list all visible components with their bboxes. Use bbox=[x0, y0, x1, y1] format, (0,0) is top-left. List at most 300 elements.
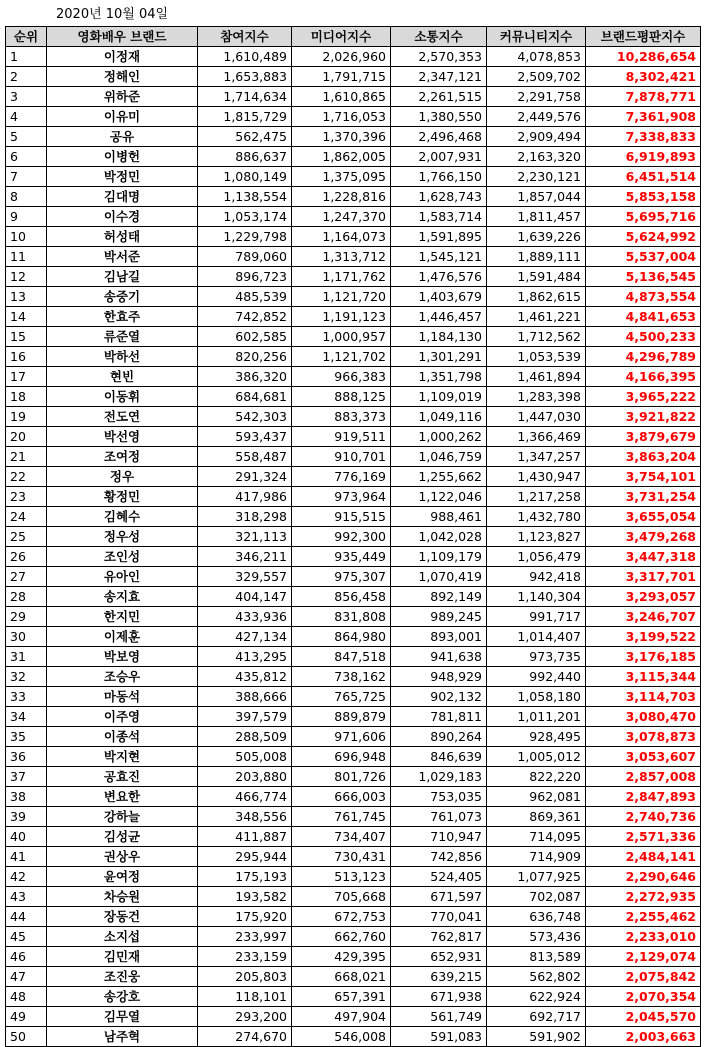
cell-brand-reputation: 3,199,522 bbox=[586, 627, 701, 647]
cell-media: 1,313,712 bbox=[292, 247, 391, 267]
cell-actor-name: 김혜수 bbox=[47, 507, 198, 527]
cell-rank: 28 bbox=[6, 587, 47, 607]
table-row bbox=[6, 1027, 701, 1047]
cell-participation: 417,986 bbox=[198, 487, 292, 507]
cell-brand-reputation: 3,078,873 bbox=[586, 727, 701, 747]
cell-participation: 411,887 bbox=[198, 827, 292, 847]
cell-actor-name: 이정재 bbox=[47, 47, 198, 67]
cell-community: 1,639,226 bbox=[487, 227, 586, 247]
cell-communication: 524,405 bbox=[391, 867, 487, 887]
table-row bbox=[6, 727, 701, 747]
header-actor-brand: 영화배우 브랜드 bbox=[47, 27, 198, 47]
cell-participation: 1,653,883 bbox=[198, 67, 292, 87]
cell-community: 942,418 bbox=[487, 567, 586, 587]
table-row bbox=[6, 687, 701, 707]
cell-communication: 742,856 bbox=[391, 847, 487, 867]
cell-actor-name: 송중기 bbox=[47, 287, 198, 307]
cell-communication: 671,938 bbox=[391, 987, 487, 1007]
cell-participation: 118,101 bbox=[198, 987, 292, 1007]
cell-brand-reputation: 3,115,344 bbox=[586, 667, 701, 687]
cell-communication: 941,638 bbox=[391, 647, 487, 667]
cell-actor-name: 이병헌 bbox=[47, 147, 198, 167]
header-media-index: 미디어지수 bbox=[292, 27, 391, 47]
cell-brand-reputation: 3,863,204 bbox=[586, 447, 701, 467]
cell-community: 2,230,121 bbox=[487, 167, 586, 187]
cell-rank: 20 bbox=[6, 427, 47, 447]
cell-communication: 902,132 bbox=[391, 687, 487, 707]
cell-participation: 886,637 bbox=[198, 147, 292, 167]
cell-brand-reputation: 6,451,514 bbox=[586, 167, 701, 187]
cell-communication: 1,403,679 bbox=[391, 287, 487, 307]
cell-brand-reputation: 5,853,158 bbox=[586, 187, 701, 207]
cell-actor-name: 이수경 bbox=[47, 207, 198, 227]
cell-participation: 1,815,729 bbox=[198, 107, 292, 127]
table-row bbox=[6, 847, 701, 867]
table-row bbox=[6, 267, 701, 287]
cell-participation: 896,723 bbox=[198, 267, 292, 287]
cell-media: 761,745 bbox=[292, 807, 391, 827]
cell-brand-reputation: 10,286,654 bbox=[586, 47, 701, 67]
cell-actor-name: 허성태 bbox=[47, 227, 198, 247]
cell-media: 672,753 bbox=[292, 907, 391, 927]
cell-rank: 27 bbox=[6, 567, 47, 587]
cell-media: 973,964 bbox=[292, 487, 391, 507]
table-row bbox=[6, 387, 701, 407]
cell-communication: 1,029,183 bbox=[391, 767, 487, 787]
cell-media: 883,373 bbox=[292, 407, 391, 427]
cell-participation: 205,803 bbox=[198, 967, 292, 987]
cell-actor-name: 강하늘 bbox=[47, 807, 198, 827]
cell-communication: 1,109,019 bbox=[391, 387, 487, 407]
cell-brand-reputation: 3,053,607 bbox=[586, 747, 701, 767]
table-header-row bbox=[6, 27, 701, 47]
table-row bbox=[6, 567, 701, 587]
table-row bbox=[6, 527, 701, 547]
cell-media: 2,026,960 bbox=[292, 47, 391, 67]
cell-communication: 1,380,550 bbox=[391, 107, 487, 127]
cell-participation: 485,539 bbox=[198, 287, 292, 307]
cell-actor-name: 조진웅 bbox=[47, 967, 198, 987]
cell-community: 1,447,030 bbox=[487, 407, 586, 427]
cell-community: 1,461,221 bbox=[487, 307, 586, 327]
cell-rank: 47 bbox=[6, 967, 47, 987]
cell-participation: 542,303 bbox=[198, 407, 292, 427]
cell-rank: 42 bbox=[6, 867, 47, 887]
cell-community: 962,081 bbox=[487, 787, 586, 807]
table-row bbox=[6, 747, 701, 767]
cell-media: 966,383 bbox=[292, 367, 391, 387]
cell-actor-name: 황정민 bbox=[47, 487, 198, 507]
cell-communication: 1,000,262 bbox=[391, 427, 487, 447]
cell-communication: 1,042,028 bbox=[391, 527, 487, 547]
table-row bbox=[6, 347, 701, 367]
cell-communication: 1,583,714 bbox=[391, 207, 487, 227]
cell-participation: 1,714,634 bbox=[198, 87, 292, 107]
cell-community: 1,005,012 bbox=[487, 747, 586, 767]
table-row bbox=[6, 287, 701, 307]
cell-community: 714,909 bbox=[487, 847, 586, 867]
cell-brand-reputation: 2,255,462 bbox=[586, 907, 701, 927]
cell-participation: 593,437 bbox=[198, 427, 292, 447]
cell-media: 497,904 bbox=[292, 1007, 391, 1027]
cell-actor-name: 위하준 bbox=[47, 87, 198, 107]
cell-media: 657,391 bbox=[292, 987, 391, 1007]
table-row bbox=[6, 127, 701, 147]
cell-brand-reputation: 6,919,893 bbox=[586, 147, 701, 167]
cell-media: 513,123 bbox=[292, 867, 391, 887]
cell-communication: 2,261,515 bbox=[391, 87, 487, 107]
cell-actor-name: 박정민 bbox=[47, 167, 198, 187]
cell-brand-reputation: 7,878,771 bbox=[586, 87, 701, 107]
cell-participation: 329,557 bbox=[198, 567, 292, 587]
cell-communication: 988,461 bbox=[391, 507, 487, 527]
cell-actor-name: 조승우 bbox=[47, 667, 198, 687]
cell-media: 864,980 bbox=[292, 627, 391, 647]
cell-brand-reputation: 7,338,833 bbox=[586, 127, 701, 147]
cell-communication: 710,947 bbox=[391, 827, 487, 847]
cell-actor-name: 김성균 bbox=[47, 827, 198, 847]
cell-actor-name: 권상우 bbox=[47, 847, 198, 867]
cell-rank: 36 bbox=[6, 747, 47, 767]
cell-actor-name: 이유미 bbox=[47, 107, 198, 127]
table-row bbox=[6, 227, 701, 247]
cell-rank: 26 bbox=[6, 547, 47, 567]
cell-communication: 2,570,353 bbox=[391, 47, 487, 67]
cell-communication: 892,149 bbox=[391, 587, 487, 607]
cell-media: 1,375,095 bbox=[292, 167, 391, 187]
cell-brand-reputation: 3,080,470 bbox=[586, 707, 701, 727]
cell-brand-reputation: 3,317,701 bbox=[586, 567, 701, 587]
table-row bbox=[6, 207, 701, 227]
cell-media: 546,008 bbox=[292, 1027, 391, 1047]
cell-rank: 23 bbox=[6, 487, 47, 507]
cell-rank: 46 bbox=[6, 947, 47, 967]
table-row bbox=[6, 247, 701, 267]
cell-media: 910,701 bbox=[292, 447, 391, 467]
table-row bbox=[6, 187, 701, 207]
cell-community: 973,735 bbox=[487, 647, 586, 667]
cell-actor-name: 박보영 bbox=[47, 647, 198, 667]
header-communication-index: 소통지수 bbox=[391, 27, 487, 47]
cell-brand-reputation: 2,075,842 bbox=[586, 967, 701, 987]
cell-brand-reputation: 2,290,646 bbox=[586, 867, 701, 887]
cell-communication: 890,264 bbox=[391, 727, 487, 747]
cell-brand-reputation: 2,847,893 bbox=[586, 787, 701, 807]
cell-brand-reputation: 3,246,707 bbox=[586, 607, 701, 627]
table-row bbox=[6, 947, 701, 967]
cell-community: 1,712,562 bbox=[487, 327, 586, 347]
cell-brand-reputation: 3,293,057 bbox=[586, 587, 701, 607]
table-row bbox=[6, 487, 701, 507]
cell-community: 4,078,853 bbox=[487, 47, 586, 67]
cell-rank: 37 bbox=[6, 767, 47, 787]
cell-actor-name: 차승원 bbox=[47, 887, 198, 907]
cell-brand-reputation: 3,447,318 bbox=[586, 547, 701, 567]
cell-actor-name: 이제훈 bbox=[47, 627, 198, 647]
cell-brand-reputation: 8,302,421 bbox=[586, 67, 701, 87]
cell-rank: 16 bbox=[6, 347, 47, 367]
cell-community: 992,440 bbox=[487, 667, 586, 687]
cell-media: 1,000,957 bbox=[292, 327, 391, 347]
cell-brand-reputation: 5,136,545 bbox=[586, 267, 701, 287]
cell-community: 1,058,180 bbox=[487, 687, 586, 707]
cell-media: 429,395 bbox=[292, 947, 391, 967]
header-rank: 순위 bbox=[6, 27, 47, 47]
cell-community: 1,889,111 bbox=[487, 247, 586, 267]
cell-media: 705,668 bbox=[292, 887, 391, 907]
cell-actor-name: 조여정 bbox=[47, 447, 198, 467]
cell-media: 696,948 bbox=[292, 747, 391, 767]
cell-media: 919,511 bbox=[292, 427, 391, 447]
table-row bbox=[6, 467, 701, 487]
cell-actor-name: 이주영 bbox=[47, 707, 198, 727]
cell-brand-reputation: 3,479,268 bbox=[586, 527, 701, 547]
cell-brand-reputation: 2,045,570 bbox=[586, 1007, 701, 1027]
cell-communication: 1,255,662 bbox=[391, 467, 487, 487]
cell-communication: 761,073 bbox=[391, 807, 487, 827]
table-row bbox=[6, 107, 701, 127]
cell-community: 2,291,758 bbox=[487, 87, 586, 107]
cell-participation: 348,556 bbox=[198, 807, 292, 827]
cell-rank: 34 bbox=[6, 707, 47, 727]
table-row bbox=[6, 587, 701, 607]
cell-participation: 427,134 bbox=[198, 627, 292, 647]
cell-communication: 1,446,457 bbox=[391, 307, 487, 327]
cell-actor-name: 박하선 bbox=[47, 347, 198, 367]
cell-participation: 274,670 bbox=[198, 1027, 292, 1047]
table-row bbox=[6, 327, 701, 347]
table-row bbox=[6, 707, 701, 727]
cell-brand-reputation: 3,879,679 bbox=[586, 427, 701, 447]
table-row bbox=[6, 47, 701, 67]
cell-community: 1,432,780 bbox=[487, 507, 586, 527]
cell-rank: 32 bbox=[6, 667, 47, 687]
cell-rank: 39 bbox=[6, 807, 47, 827]
cell-community: 1,140,304 bbox=[487, 587, 586, 607]
cell-communication: 591,083 bbox=[391, 1027, 487, 1047]
cell-community: 692,717 bbox=[487, 1007, 586, 1027]
cell-communication: 1,049,116 bbox=[391, 407, 487, 427]
cell-community: 1,077,925 bbox=[487, 867, 586, 887]
cell-rank: 5 bbox=[6, 127, 47, 147]
cell-participation: 193,582 bbox=[198, 887, 292, 907]
cell-communication: 1,122,046 bbox=[391, 487, 487, 507]
cell-communication: 1,545,121 bbox=[391, 247, 487, 267]
cell-rank: 33 bbox=[6, 687, 47, 707]
cell-communication: 989,245 bbox=[391, 607, 487, 627]
cell-participation: 233,159 bbox=[198, 947, 292, 967]
cell-rank: 29 bbox=[6, 607, 47, 627]
cell-brand-reputation: 3,176,185 bbox=[586, 647, 701, 667]
cell-communication: 1,766,150 bbox=[391, 167, 487, 187]
cell-community: 1,217,258 bbox=[487, 487, 586, 507]
cell-media: 1,191,123 bbox=[292, 307, 391, 327]
header-community-index: 커뮤니티지수 bbox=[487, 27, 586, 47]
cell-media: 935,449 bbox=[292, 547, 391, 567]
cell-community: 1,011,201 bbox=[487, 707, 586, 727]
cell-rank: 50 bbox=[6, 1027, 47, 1047]
cell-community: 1,347,257 bbox=[487, 447, 586, 467]
cell-actor-name: 이종석 bbox=[47, 727, 198, 747]
table-row bbox=[6, 167, 701, 187]
cell-participation: 233,997 bbox=[198, 927, 292, 947]
cell-communication: 1,184,130 bbox=[391, 327, 487, 347]
cell-media: 765,725 bbox=[292, 687, 391, 707]
cell-community: 714,095 bbox=[487, 827, 586, 847]
cell-brand-reputation: 2,571,336 bbox=[586, 827, 701, 847]
cell-actor-name: 한지민 bbox=[47, 607, 198, 627]
cell-actor-name: 현빈 bbox=[47, 367, 198, 387]
cell-actor-name: 마동석 bbox=[47, 687, 198, 707]
cell-rank: 31 bbox=[6, 647, 47, 667]
cell-communication: 948,929 bbox=[391, 667, 487, 687]
cell-communication: 846,639 bbox=[391, 747, 487, 767]
cell-rank: 25 bbox=[6, 527, 47, 547]
cell-participation: 175,193 bbox=[198, 867, 292, 887]
cell-media: 1,370,396 bbox=[292, 127, 391, 147]
cell-media: 889,879 bbox=[292, 707, 391, 727]
cell-communication: 1,351,798 bbox=[391, 367, 487, 387]
table-row bbox=[6, 607, 701, 627]
cell-rank: 21 bbox=[6, 447, 47, 467]
cell-brand-reputation: 2,484,141 bbox=[586, 847, 701, 867]
cell-actor-name: 남주혁 bbox=[47, 1027, 198, 1047]
cell-participation: 397,579 bbox=[198, 707, 292, 727]
cell-media: 1,121,702 bbox=[292, 347, 391, 367]
cell-brand-reputation: 2,129,074 bbox=[586, 947, 701, 967]
cell-media: 975,307 bbox=[292, 567, 391, 587]
cell-participation: 386,320 bbox=[198, 367, 292, 387]
cell-rank: 40 bbox=[6, 827, 47, 847]
table-row bbox=[6, 867, 701, 887]
cell-community: 1,461,894 bbox=[487, 367, 586, 387]
cell-media: 730,431 bbox=[292, 847, 391, 867]
cell-participation: 505,008 bbox=[198, 747, 292, 767]
cell-brand-reputation: 2,003,663 bbox=[586, 1027, 701, 1047]
cell-media: 971,606 bbox=[292, 727, 391, 747]
cell-actor-name: 윤여정 bbox=[47, 867, 198, 887]
table-row bbox=[6, 827, 701, 847]
cell-participation: 789,060 bbox=[198, 247, 292, 267]
cell-rank: 48 bbox=[6, 987, 47, 1007]
cell-actor-name: 이동휘 bbox=[47, 387, 198, 407]
cell-actor-name: 김남길 bbox=[47, 267, 198, 287]
cell-rank: 14 bbox=[6, 307, 47, 327]
cell-media: 1,791,715 bbox=[292, 67, 391, 87]
cell-participation: 562,475 bbox=[198, 127, 292, 147]
cell-media: 1,164,073 bbox=[292, 227, 391, 247]
cell-actor-name: 송강호 bbox=[47, 987, 198, 1007]
cell-communication: 1,070,419 bbox=[391, 567, 487, 587]
cell-brand-reputation: 5,695,716 bbox=[586, 207, 701, 227]
cell-community: 702,087 bbox=[487, 887, 586, 907]
cell-actor-name: 김무열 bbox=[47, 1007, 198, 1027]
cell-communication: 671,597 bbox=[391, 887, 487, 907]
cell-communication: 753,035 bbox=[391, 787, 487, 807]
table-row bbox=[6, 67, 701, 87]
report-date: 2020년 10월 04일 bbox=[56, 7, 169, 22]
table-row bbox=[6, 767, 701, 787]
cell-rank: 10 bbox=[6, 227, 47, 247]
cell-communication: 893,001 bbox=[391, 627, 487, 647]
cell-actor-name: 송지효 bbox=[47, 587, 198, 607]
cell-media: 847,518 bbox=[292, 647, 391, 667]
table-row bbox=[6, 647, 701, 667]
cell-participation: 1,610,489 bbox=[198, 47, 292, 67]
cell-community: 1,811,457 bbox=[487, 207, 586, 227]
cell-brand-reputation: 3,655,054 bbox=[586, 507, 701, 527]
cell-rank: 41 bbox=[6, 847, 47, 867]
table-row bbox=[6, 887, 701, 907]
cell-community: 1,862,615 bbox=[487, 287, 586, 307]
cell-brand-reputation: 2,857,008 bbox=[586, 767, 701, 787]
header-brand-reputation-index: 브랜드평판지수 bbox=[586, 27, 701, 47]
cell-communication: 2,347,121 bbox=[391, 67, 487, 87]
cell-brand-reputation: 3,921,822 bbox=[586, 407, 701, 427]
cell-media: 1,862,005 bbox=[292, 147, 391, 167]
cell-communication: 639,215 bbox=[391, 967, 487, 987]
cell-brand-reputation: 4,166,395 bbox=[586, 367, 701, 387]
cell-community: 928,495 bbox=[487, 727, 586, 747]
table-row bbox=[6, 547, 701, 567]
cell-actor-name: 정해인 bbox=[47, 67, 198, 87]
cell-media: 915,515 bbox=[292, 507, 391, 527]
cell-participation: 742,852 bbox=[198, 307, 292, 327]
cell-communication: 2,007,931 bbox=[391, 147, 487, 167]
cell-media: 1,716,053 bbox=[292, 107, 391, 127]
cell-rank: 19 bbox=[6, 407, 47, 427]
cell-media: 734,407 bbox=[292, 827, 391, 847]
cell-brand-reputation: 4,296,789 bbox=[586, 347, 701, 367]
table-row bbox=[6, 627, 701, 647]
cell-actor-name: 김민재 bbox=[47, 947, 198, 967]
cell-participation: 295,944 bbox=[198, 847, 292, 867]
cell-community: 1,591,484 bbox=[487, 267, 586, 287]
cell-participation: 1,053,174 bbox=[198, 207, 292, 227]
table-row bbox=[6, 427, 701, 447]
cell-actor-name: 정우 bbox=[47, 467, 198, 487]
cell-communication: 1,476,576 bbox=[391, 267, 487, 287]
table-row bbox=[6, 367, 701, 387]
cell-community: 1,430,947 bbox=[487, 467, 586, 487]
cell-media: 1,247,370 bbox=[292, 207, 391, 227]
cell-actor-name: 김대명 bbox=[47, 187, 198, 207]
cell-rank: 44 bbox=[6, 907, 47, 927]
cell-actor-name: 유아인 bbox=[47, 567, 198, 587]
cell-actor-name: 전도연 bbox=[47, 407, 198, 427]
cell-rank: 15 bbox=[6, 327, 47, 347]
cell-actor-name: 류준열 bbox=[47, 327, 198, 347]
cell-communication: 1,301,291 bbox=[391, 347, 487, 367]
cell-community: 1,053,539 bbox=[487, 347, 586, 367]
cell-actor-name: 변요한 bbox=[47, 787, 198, 807]
cell-communication: 561,749 bbox=[391, 1007, 487, 1027]
cell-community: 822,220 bbox=[487, 767, 586, 787]
cell-community: 1,123,827 bbox=[487, 527, 586, 547]
brand-reputation-table bbox=[5, 26, 701, 1047]
cell-participation: 288,509 bbox=[198, 727, 292, 747]
cell-actor-name: 박서준 bbox=[47, 247, 198, 267]
cell-communication: 1,109,179 bbox=[391, 547, 487, 567]
cell-brand-reputation: 4,873,554 bbox=[586, 287, 701, 307]
cell-rank: 18 bbox=[6, 387, 47, 407]
cell-rank: 43 bbox=[6, 887, 47, 907]
cell-rank: 12 bbox=[6, 267, 47, 287]
table-row bbox=[6, 807, 701, 827]
cell-brand-reputation: 3,731,254 bbox=[586, 487, 701, 507]
cell-participation: 466,774 bbox=[198, 787, 292, 807]
cell-community: 1,283,398 bbox=[487, 387, 586, 407]
